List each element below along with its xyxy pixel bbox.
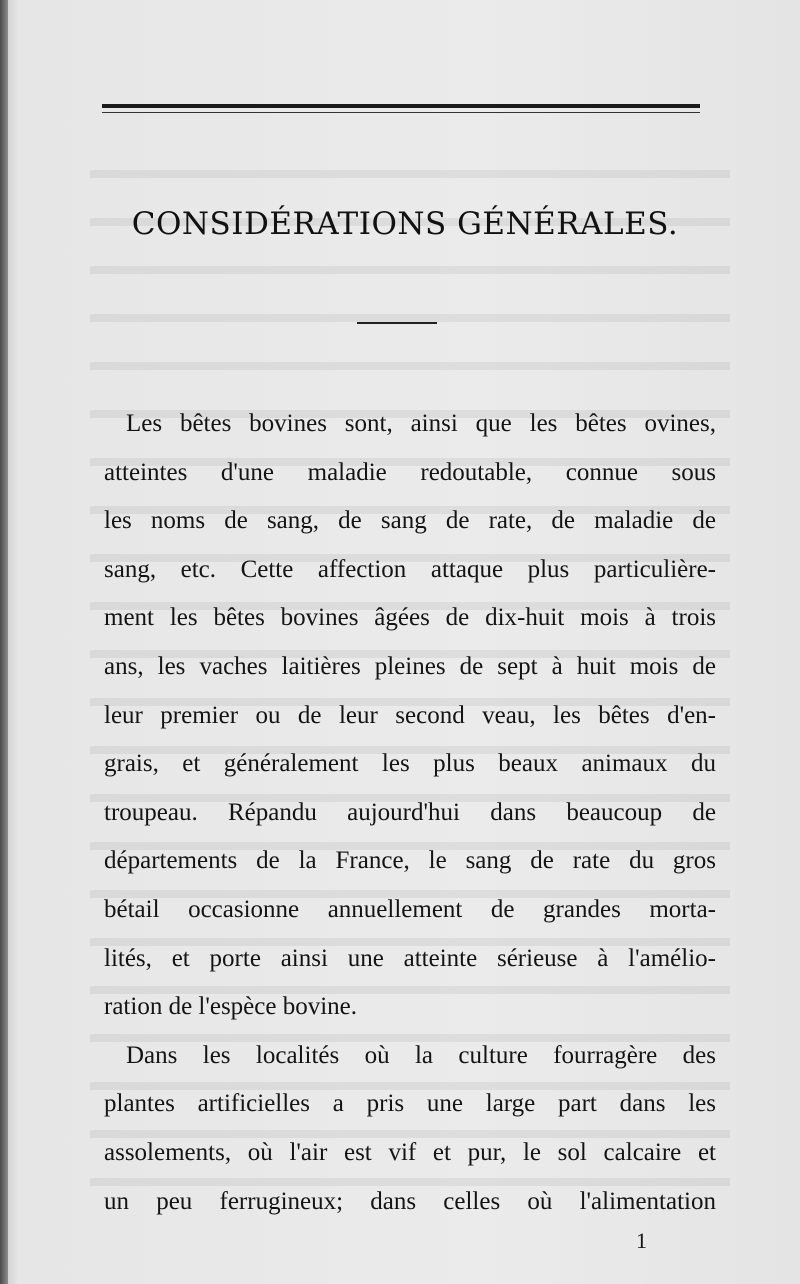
body-text xyxy=(104,400,716,1226)
text-line: ment les bêtes bovines âgées de dix-huit mois à trois xyxy=(104,604,716,632)
text-line: leur premier ou de leur second veau, les bêtes d'en- xyxy=(104,701,716,729)
text-line: assolements, où l'air est vif et pur, le sol calcaire et xyxy=(104,1138,716,1166)
paragraph-2 xyxy=(104,1032,716,1226)
text-line: ans, les vaches laitières pleines de sept à huit mois de xyxy=(104,652,716,680)
text-line: atteintes d'une maladie redoutable, connue sous xyxy=(104,458,716,486)
page-number: 1 xyxy=(636,1228,647,1253)
text-line: sang, etc. Cette affection attaque plus particulière- xyxy=(104,555,716,583)
text-line: grais, et généralement les plus beaux animaux du xyxy=(104,750,716,778)
text-line: départements de la France, le sang de rate du gros xyxy=(104,847,716,875)
text-line: un peu ferrugineux; dans celles où l'alimentation xyxy=(104,1187,716,1215)
text-line: troupeau. Répandu aujourd'hui dans beaucoup de xyxy=(104,798,716,826)
text-line: les noms de sang, de sang de rate, de maladie de xyxy=(104,507,716,535)
paragraph-1 xyxy=(104,400,716,1032)
page-spine-shadow xyxy=(0,0,8,1284)
title-divider xyxy=(357,322,437,324)
text-line: plantes artificielles a pris une large part dans les xyxy=(104,1090,716,1118)
chapter-title: CONSIDÉRATIONS GÉNÉRALES. xyxy=(131,206,679,242)
text-line: Dans les localités où la culture fourragère des xyxy=(126,1041,716,1069)
text-line: bétail occasionne annuellement de grandes morta- xyxy=(104,895,716,923)
text-line: Les bêtes bovines sont, ainsi que les bêtes ovines, xyxy=(126,410,716,437)
text-line: ration de l'espèce bovine. xyxy=(104,993,358,1021)
header-rule-thick xyxy=(102,104,700,108)
header-rule-thin xyxy=(102,112,700,113)
text-line: lités, et porte ainsi une atteinte sérieuse à l'amélio- xyxy=(104,944,716,972)
